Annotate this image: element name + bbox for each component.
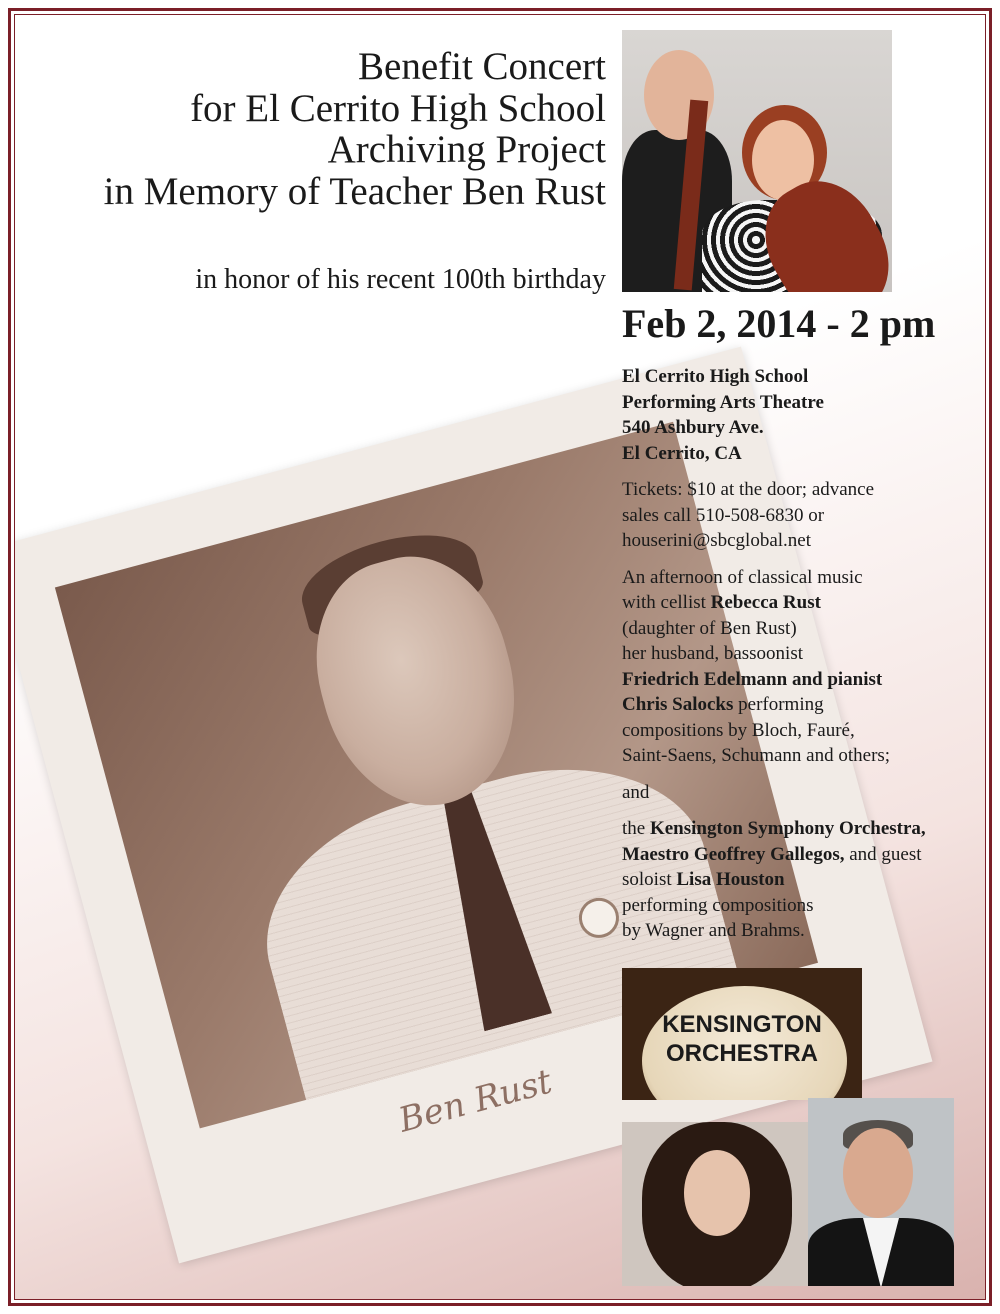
venue-line: Performing Arts Theatre xyxy=(622,391,824,413)
subheadline: in honor of his recent 100th birthday xyxy=(195,264,606,295)
headline-line: for El Cerrito High School xyxy=(190,86,606,130)
orchestra-line xyxy=(622,867,972,893)
venue-block xyxy=(622,364,972,466)
description-text: performing xyxy=(733,694,824,715)
description-line: her husband, bassoonist xyxy=(622,643,804,664)
orchestra-drum-photo xyxy=(622,968,862,1100)
description-text: with cellist xyxy=(622,592,711,613)
orchestra-line: performing compositions xyxy=(622,894,814,916)
venue-line: El Cerrito, CA xyxy=(622,442,742,464)
orchestra-text: soloist xyxy=(622,869,677,890)
orchestra-line: by Wagner and Brahms. xyxy=(622,920,805,941)
tickets-line: sales call 510-508-6830 or xyxy=(622,504,825,526)
description-line xyxy=(622,590,972,616)
headline-line: Archiving Project xyxy=(327,128,606,171)
orchestra-drum-label xyxy=(622,1010,862,1068)
orchestra-name: Kensington Symphony Orchestra, xyxy=(649,818,926,839)
and-text: and xyxy=(622,781,650,803)
headline-line: in Memory of Teacher Ben Rust xyxy=(103,169,606,213)
venue-line: El Cerrito High School xyxy=(622,366,809,387)
description-line: An afternoon of classical music xyxy=(622,566,863,588)
event-info xyxy=(622,364,972,955)
description-line: compositions by Bloch, Fauré, xyxy=(622,719,855,741)
headline xyxy=(104,46,606,212)
ben-rust-signature: Ben Rust xyxy=(394,1061,557,1141)
performer-name: Rebecca Rust xyxy=(710,592,821,613)
tickets-email: houserini@sbcglobal.net xyxy=(622,530,811,551)
orchestra-block xyxy=(622,816,972,944)
event-date: Feb 2, 2014 - 2 pm xyxy=(622,301,936,346)
performer-name: Chris Salocks xyxy=(622,694,734,715)
conductor-face xyxy=(843,1128,913,1218)
soloist-photo xyxy=(622,1122,808,1286)
performer-name: Friedrich Edelmann and pianist xyxy=(622,668,883,690)
drum-label-line: ORCHESTRA xyxy=(665,1040,818,1067)
tickets-block xyxy=(622,477,972,554)
orchestra-text: and guest xyxy=(844,843,922,865)
conductor-photo xyxy=(808,1098,954,1286)
performers-photo xyxy=(622,30,892,292)
headline-line: Benefit Concert xyxy=(358,45,606,88)
tickets-line: Tickets: $10 at the door; advance xyxy=(622,479,875,500)
description-line: Saint-Saens, Schumann and others; xyxy=(622,745,891,766)
orchestra-line xyxy=(622,842,972,868)
conductor-name: Maestro Geoffrey Gallegos, xyxy=(622,843,845,865)
and-connector xyxy=(622,780,972,806)
description-line xyxy=(622,692,972,718)
venue-line: 540 Ashbury Ave. xyxy=(622,417,764,438)
soloist-name: Lisa Houston xyxy=(676,869,785,890)
orchestra-line xyxy=(622,816,972,842)
description-block xyxy=(622,565,972,769)
drum-label-line: KENSINGTON xyxy=(662,1011,822,1038)
orchestra-text: the xyxy=(622,818,650,839)
description-line: (daughter of Ben Rust) xyxy=(622,617,797,639)
soloist-face xyxy=(684,1150,750,1236)
